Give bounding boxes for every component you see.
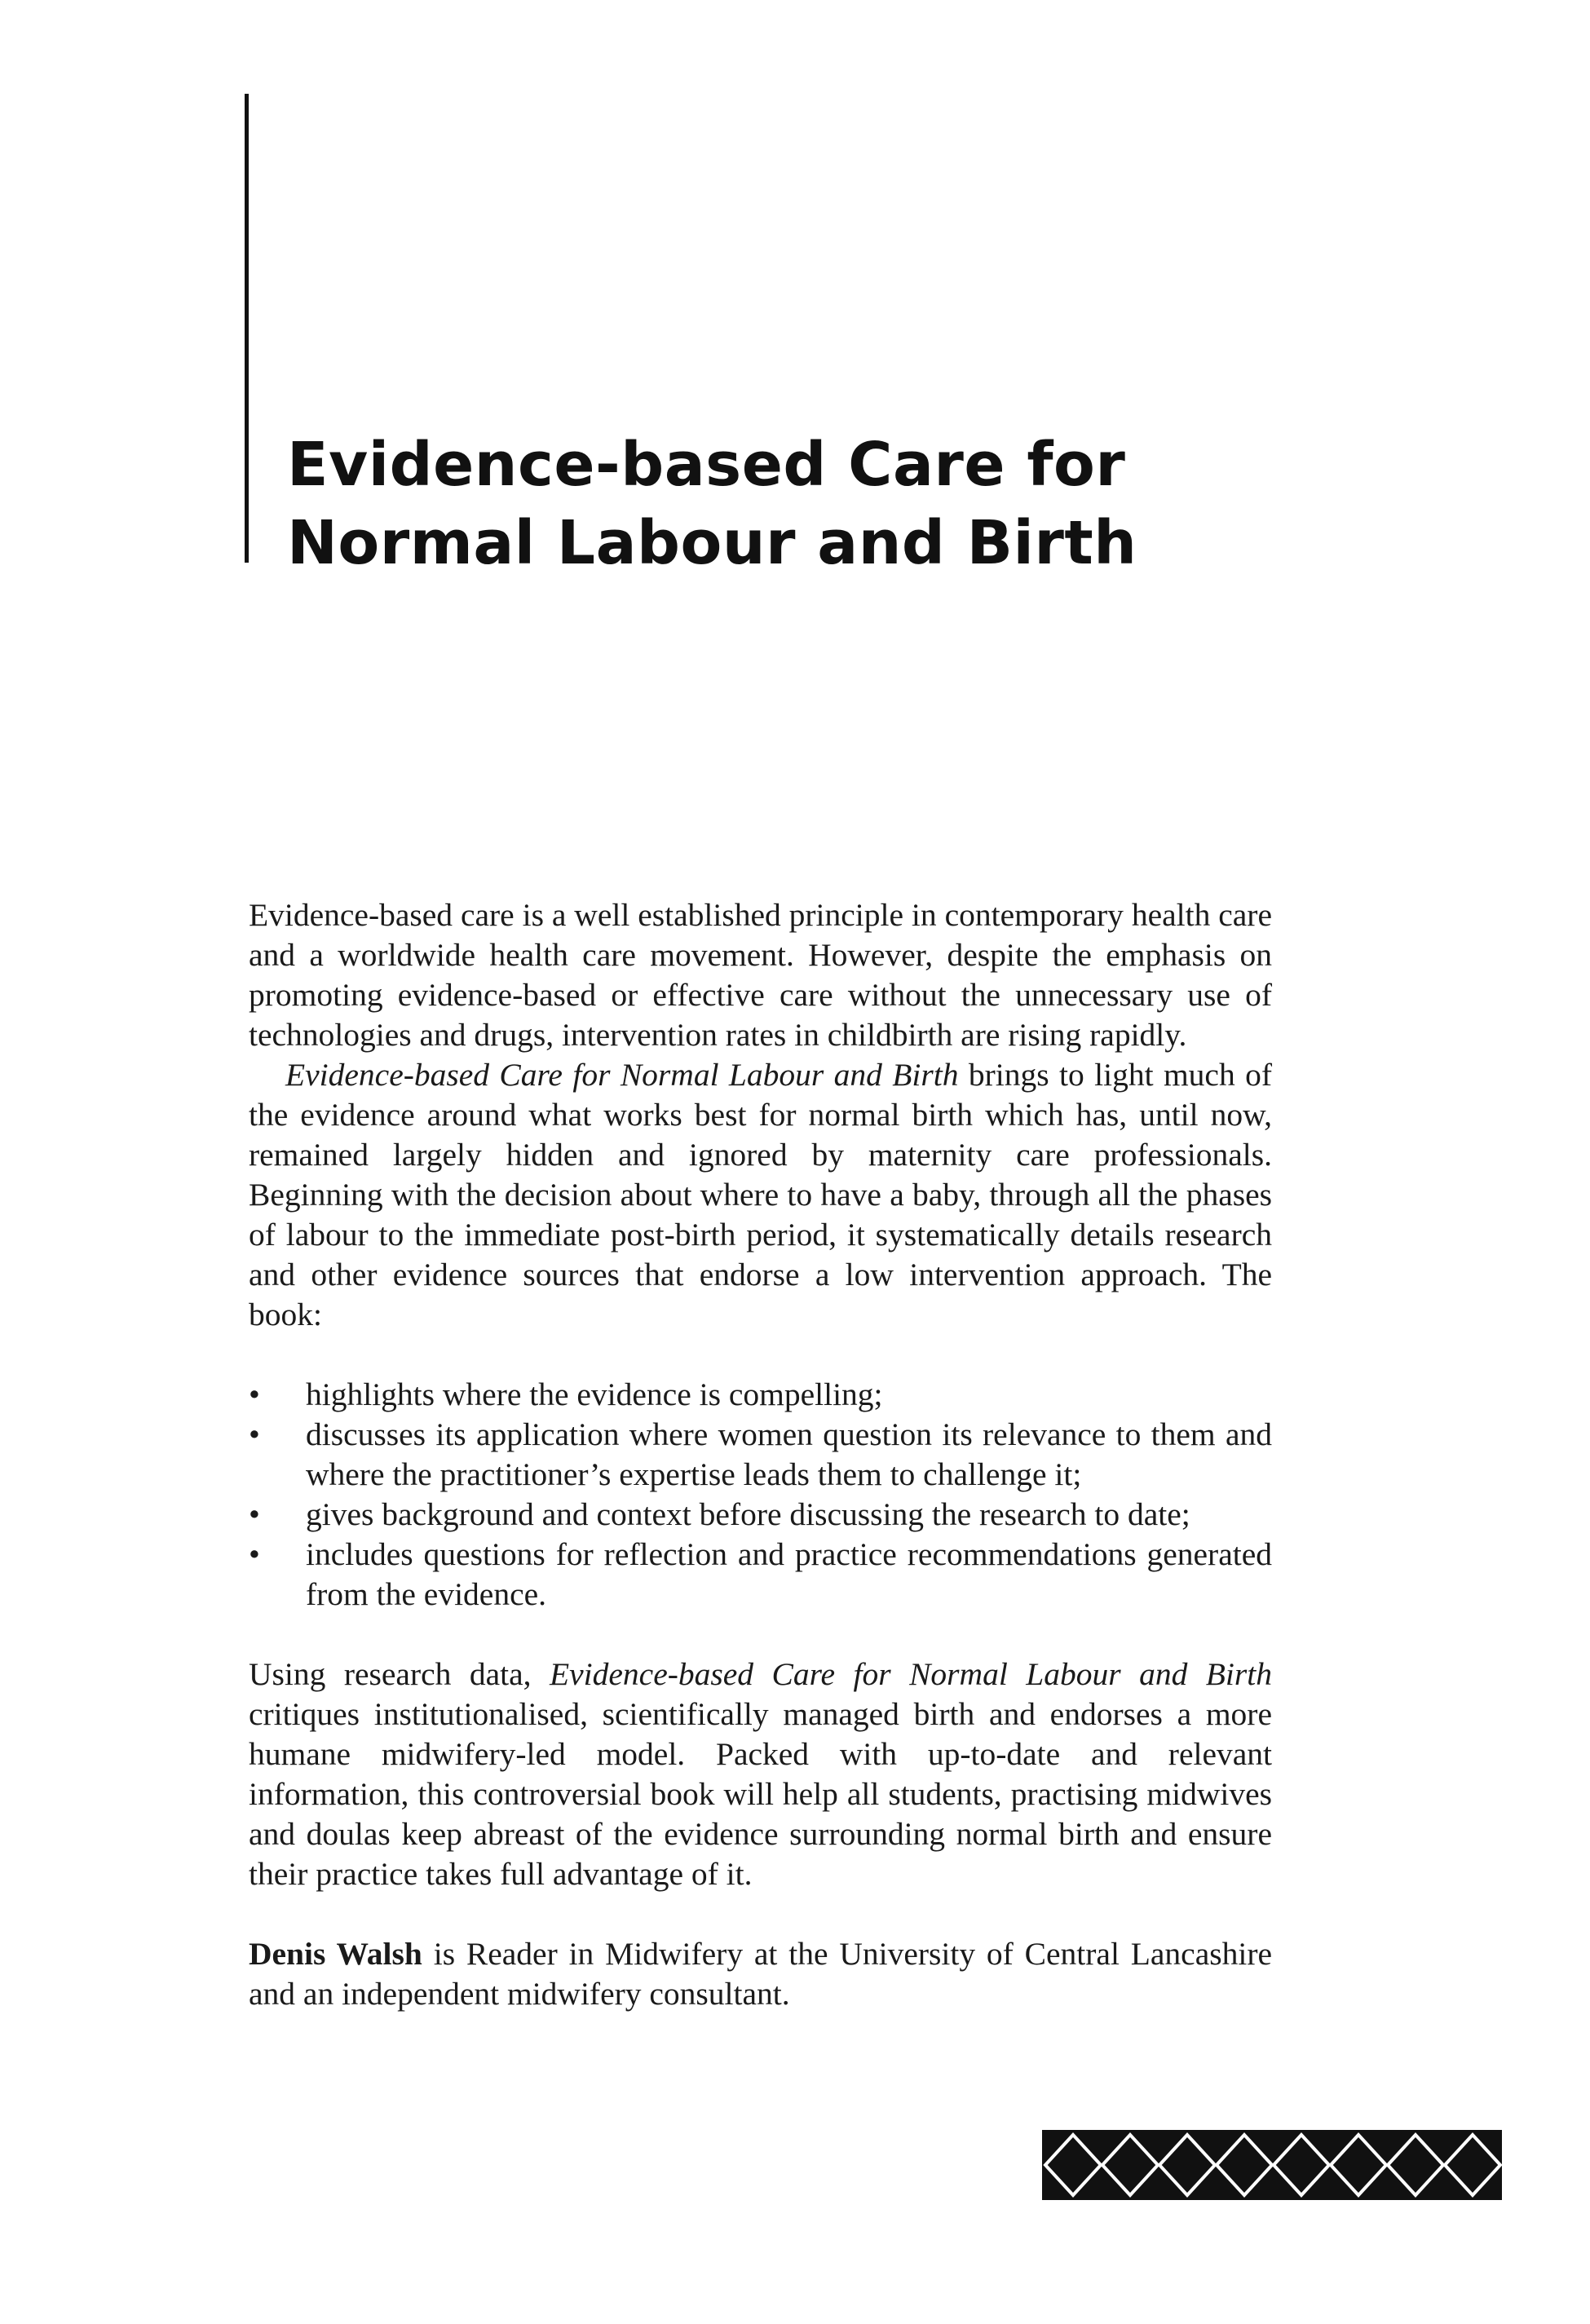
- list-item: [249, 1535, 1272, 1615]
- list-item: [249, 1415, 1272, 1495]
- bullet-icon: •: [249, 1536, 260, 1572]
- vertical-rule: [245, 94, 249, 563]
- list-item-text: highlights where the evidence is compelling;: [306, 1376, 883, 1412]
- summary-book-title: Evidence-based Care for Normal Labour and Birth: [550, 1656, 1272, 1692]
- summary-paragraph: [249, 1655, 1272, 1894]
- summary-prefix: Using research data,: [249, 1656, 550, 1692]
- list-item-text: discusses its application where women question its relevance to them and where the practitioner’s expertise leads them to challenge it;: [306, 1416, 1272, 1492]
- list-item: [249, 1375, 1272, 1415]
- bullet-icon: •: [249, 1376, 260, 1412]
- intro-paragraph: Evidence-based care is a well established principle in contemporary health care and a worldwide health care movement. However, despite the emphasis on promoting evidence-based or effective care without the unnecessary use of technologies and drugs, intervention rates in childbirth are rising rapidly.: [249, 897, 1272, 1053]
- feature-list: [249, 1375, 1272, 1615]
- list-item-text: includes questions for reflection and practice recommendations generated from the evidence.: [306, 1536, 1272, 1612]
- author-bio: is Reader in Midwifery at the University of Central Lancashire and an independent midwifery consultant.: [249, 1936, 1273, 2012]
- author-name: Denis Walsh: [249, 1936, 422, 1972]
- description-paragraph: [249, 1055, 1272, 1335]
- bullet-icon: •: [249, 1416, 260, 1452]
- bullet-icon: •: [249, 1496, 260, 1532]
- blurb: [249, 895, 1272, 2014]
- author-paragraph: [249, 1934, 1272, 2014]
- book-title-line-2: Normal Labour and Birth: [287, 508, 1137, 578]
- list-item-text: gives background and context before discussing the research to date;: [306, 1496, 1190, 1532]
- book-title-line-1: Evidence-based Care for: [287, 430, 1126, 500]
- summary-text: critiques institutionalised, scientifically managed birth and endorses a more humane midwifery-led model. Packed with up-to-date and relevant information, this controversial book will help all students, practising midwives and doulas keep abreast of the evidence surrounding normal birth and ensure their practice takes full advantage of it.: [249, 1696, 1272, 1892]
- description-book-title: Evidence-based Care for Normal Labour and Birth: [285, 1057, 959, 1093]
- publisher-logo-icon: [1042, 2130, 1502, 2200]
- description-text: brings to light much of the evidence around what works best for normal birth which has, until now, remained largely hidden and ignored by maternity care professionals. Beginning with the decision about where to have a baby, through all the phases of labour to the immediate post-birth period, it systematically details research and other evidence sources that endorse a low intervention approach. The book:: [249, 1057, 1272, 1332]
- book-title: [287, 426, 1429, 582]
- list-item: [249, 1495, 1272, 1535]
